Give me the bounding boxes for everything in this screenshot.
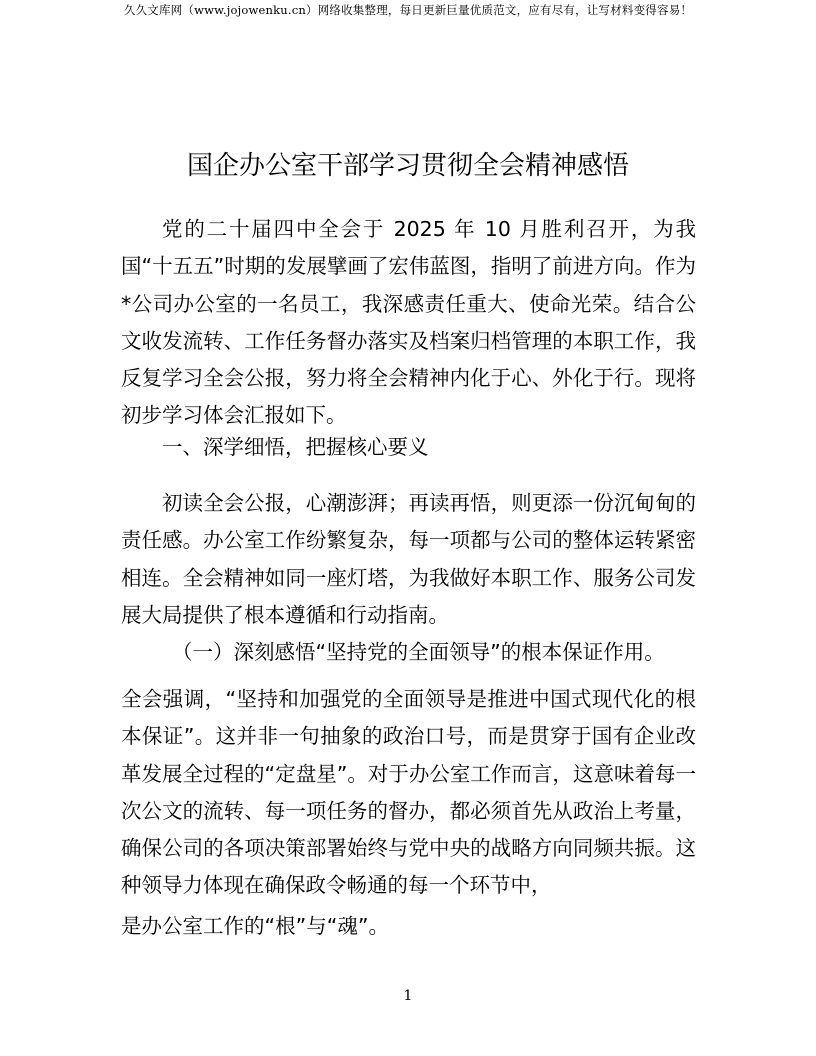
subsection-heading-1: （一）深刻感悟“坚持党的全面领导”的根本保证作用。 — [172, 640, 665, 664]
intro-paragraph: 党的二十届四中全会于 2025 年 10 月胜利召开，为我国“十五五”时期的发展擘画了宏伟蓝图，指明了前进方向。作为*公司办公室的一名员工，我深感责任重大、使命光荣。结合公文收发流转、工作任务督办落实及档案归档管理的本职工作，我反复学习全会公报，努力将全会精神内化于心、外化于行。现将初步学习体会汇报如下。 — [121, 217, 696, 428]
section-heading-1: 一、深学细悟，把握核心要义 — [162, 435, 429, 459]
subsection-1-paragraph-body: 全会强调，“坚持和加强党的全面领导是推进中国式现代化的根本保证”。这并非一句抽象的政治口号，而是贯穿于国有企业改革发展全过程的“定盘星”。对于办公室工作而言，这意味着每一次公文的流转、每一项任务的督办，都必须首先从政治上考量，确保公司的各项决策部署始终与党中央的战略方向同频共振。这种领导力体现在确保政令畅通的每一个环节中， — [121, 687, 696, 898]
subsection-1-paragraph-last-line: 是办公室工作的“根”与“魂”。 — [121, 913, 389, 938]
page-number: 1 — [403, 988, 413, 1004]
page-title: 国企办公室干部学习贯彻全会精神感悟 — [186, 151, 629, 181]
subsection-1-paragraph — [121, 681, 696, 945]
section-1-paragraph: 初读全会公报，心潮澎湃；再读再悟，则更添一份沉甸甸的责任感。办公室工作纷繁复杂，每一项都与公司的整体运转紧密相连。全会精神如同一座灯塔，为我做好本职工作、服务公司发展大局提供了根本遵循和行动指南。 — [121, 491, 696, 627]
site-header-banner: 久久文库网（www.jojowenku.cn）网络收集整理，每日更新巨量优质范文，应有尽有，让写材料变得容易！ — [123, 3, 693, 17]
